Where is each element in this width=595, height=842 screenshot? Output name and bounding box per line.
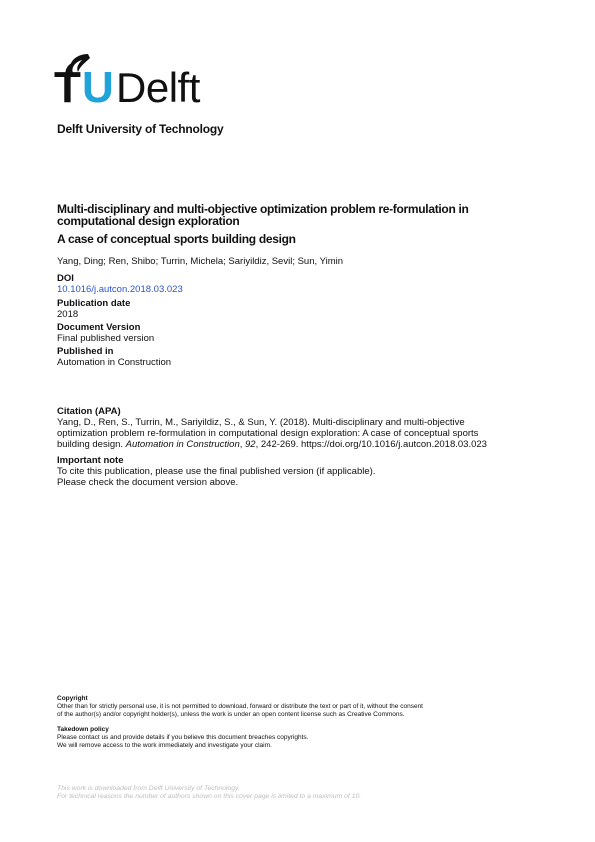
citation-line-3-post: , 242-269. https://doi.org/10.1016/j.autcon.2018.03.023: [255, 439, 487, 450]
important-note-line-2: Please check the document version above.: [57, 477, 239, 488]
citation-journal: Automation in Construction: [125, 439, 240, 450]
citation-volume: 92: [245, 439, 256, 450]
document-version-value: Final published version: [57, 333, 155, 344]
important-note-line-1: To cite this publication, please use the final published version (if applicable).: [57, 466, 376, 477]
tu-delft-logo: [54, 52, 204, 114]
doi-link[interactable]: 10.1016/j.autcon.2018.03.023: [57, 284, 183, 295]
citation-line-3: [57, 439, 487, 450]
copyright-line-2: of the author(s) and/or copyright holder(s), unless the work is under an open content license such as Creative Commons.: [57, 711, 405, 718]
footer-line-2: For technical reasons the number of authors shown on this cover page is limited to a maximum of 10.: [57, 793, 362, 800]
published-in-value: Automation in Construction: [57, 357, 172, 368]
footer-line-1: This work is downloaded from Delft University of Technology.: [57, 785, 240, 792]
takedown-line-1: Please contact us and provide details if you believe this document breaches copyrights.: [57, 734, 309, 741]
logo-word-delft: Delft: [116, 64, 200, 111]
important-note-label: Important note: [57, 455, 124, 466]
doi-label: DOI: [57, 273, 74, 284]
copyright-line-1: Other than for strictly personal use, it is not permitted to download, forward or distribute the text or part of it, without the consent: [57, 703, 423, 710]
publication-date-value: 2018: [57, 309, 79, 320]
citation-line-1: Yang, D., Ren, S., Turrin, M., Sariyildiz, S., & Sun, Y. (2018). Multi-disciplinary and multi-objective: [57, 417, 465, 428]
document-subtitle: A case of conceptual sports building design: [57, 232, 296, 246]
takedown-line-2: We will remove access to the work immediately and investigate your claim.: [57, 742, 272, 749]
logo-letter-u: U: [82, 63, 113, 112]
citation-sep: ,: [239, 439, 246, 450]
citation-line-3-pre: building design.: [57, 439, 126, 450]
document-title: Multi-disciplinary and multi-objective optimization problem re-formulation in computational design exploration: [57, 202, 469, 228]
copyright-label: Copyright: [57, 695, 88, 702]
document-version-label: Document Version: [57, 322, 141, 333]
university-name: Delft University of Technology: [57, 122, 224, 136]
logo-letter-t: T: [54, 63, 80, 112]
citation-label: Citation (APA): [57, 406, 121, 417]
publication-date-label: Publication date: [57, 298, 131, 309]
takedown-label: Takedown policy: [57, 726, 109, 733]
citation-line-2: optimization problem re-formulation in computational design exploration: A case of conceptual sports: [57, 428, 479, 439]
authors: Yang, Ding; Ren, Shibo; Turrin, Michela; Sariyildiz, Sevil; Sun, Yimin: [57, 256, 344, 267]
published-in-label: Published in: [57, 346, 114, 357]
